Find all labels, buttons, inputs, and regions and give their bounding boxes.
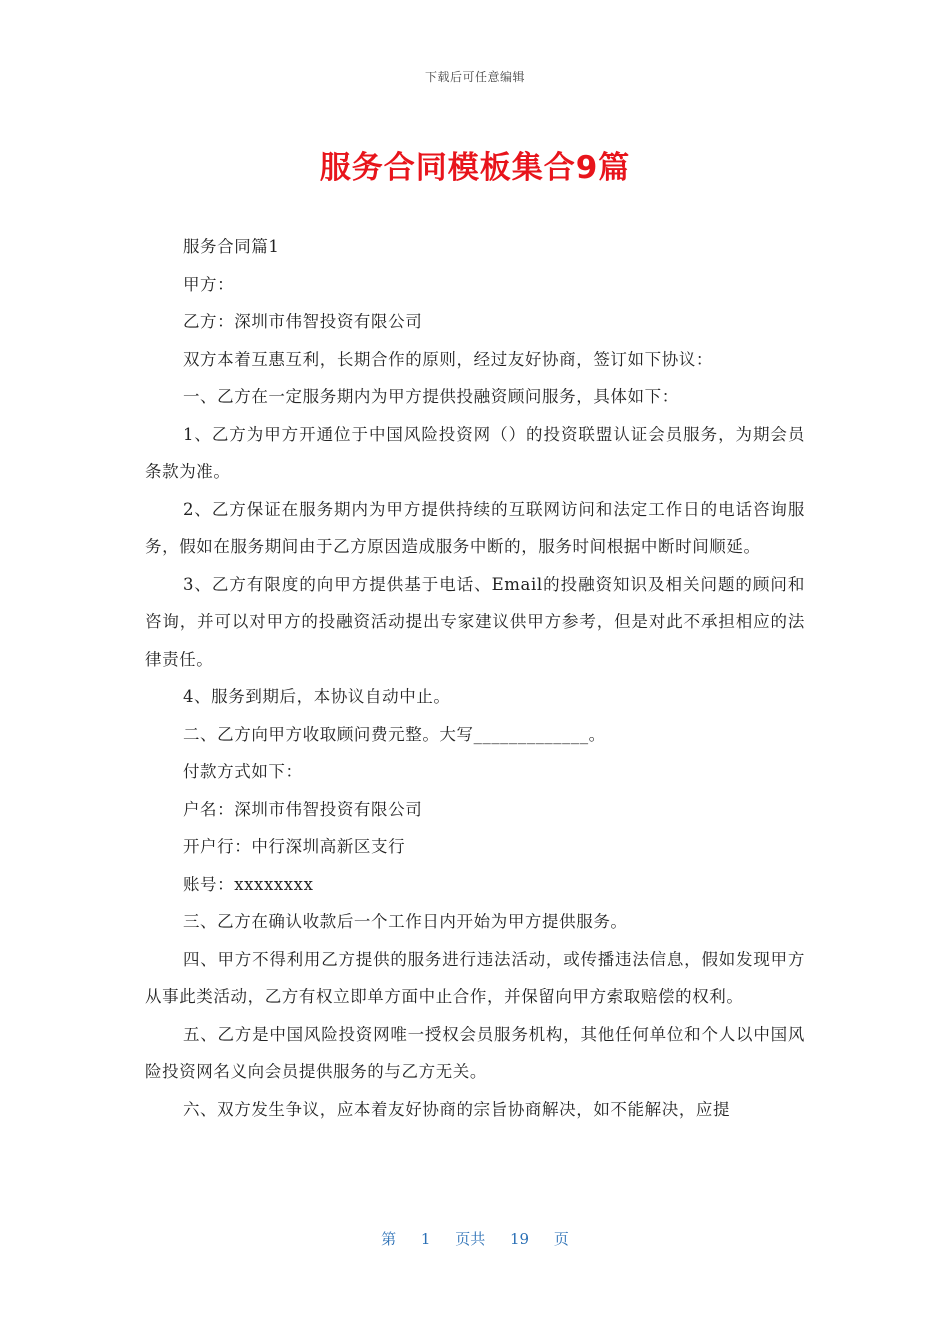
bank-line: 开户行：中行深圳高新区支行 (182, 837, 406, 856)
footer-suffix: 页 (553, 1230, 569, 1248)
footer-middle: 页共 (455, 1230, 486, 1248)
section-heading: 服务合同篇1 (182, 237, 280, 256)
document-body (145, 228, 805, 1128)
account-name-line: 户名：深圳市伟智投资有限公司 (182, 799, 423, 819)
page-footer (0, 1228, 950, 1249)
paragraph: 4、服务到期后，本协议自动中止。 (182, 687, 451, 706)
header-note: 下载后可任意编辑 (424, 70, 525, 84)
paragraph: 2、乙方保证在服务期内为甲方提供持续的互联网访问和法定工作日的电话咨询服务，假如在服务期间由于乙方原因造成服务中断的，服务时间根据中断时间顺延。 (145, 499, 805, 556)
paragraph: 四、甲方不得利用乙方提供的服务进行违法活动，或传播违法信息，假如发现甲方从事此类活动，乙方有权立即单方面中止合作，并保留向甲方索取赔偿的权利。 (145, 949, 805, 1006)
account-number-line: 账号：xxxxxxxx (182, 874, 314, 894)
paragraph: 双方本着互惠互利，长期合作的原则，经过友好协商，签订如下协议： (182, 349, 714, 369)
paragraph: 五、乙方是中国风险投资网唯一授权会员服务机构，其他任何单位和个人以中国风险投资网名义向会员提供服务的与乙方无关。 (145, 1024, 805, 1081)
footer-current-page: 1 (420, 1230, 431, 1248)
paragraph: 1、乙方为甲方开通位于中国风险投资网（）的投资联盟认证会员服务，为期会员条款为准。 (145, 424, 805, 481)
paragraph: 三、乙方在确认收款后一个工作日内开始为甲方提供服务。 (182, 912, 628, 931)
party-b-line: 乙方：深圳市伟智投资有限公司 (182, 312, 423, 331)
footer-total-pages: 19 (510, 1230, 530, 1248)
paragraph: 3、乙方有限度的向甲方提供基于电话、Email的投融资知识及相关问题的顾问和咨询，并可以对甲方的投融资活动提出专家建议供甲方参考，但是对此不承担相应的法律责任。 (145, 574, 805, 669)
paragraph: 一、乙方在一定服务期内为甲方提供投融资顾问服务，具体如下： (182, 387, 679, 406)
party-a-line: 甲方： (182, 274, 235, 294)
footer-prefix: 第 (381, 1230, 397, 1248)
document-title: 服务合同模板集合9篇 (319, 150, 631, 186)
paragraph: 六、双方发生争议，应本着友好协商的宗旨协商解决，如不能解决，应提 (182, 1099, 731, 1119)
paragraph: 付款方式如下： (182, 762, 303, 781)
paragraph: 二、乙方向甲方收取顾问费元整。大写_____________。 (182, 724, 606, 744)
